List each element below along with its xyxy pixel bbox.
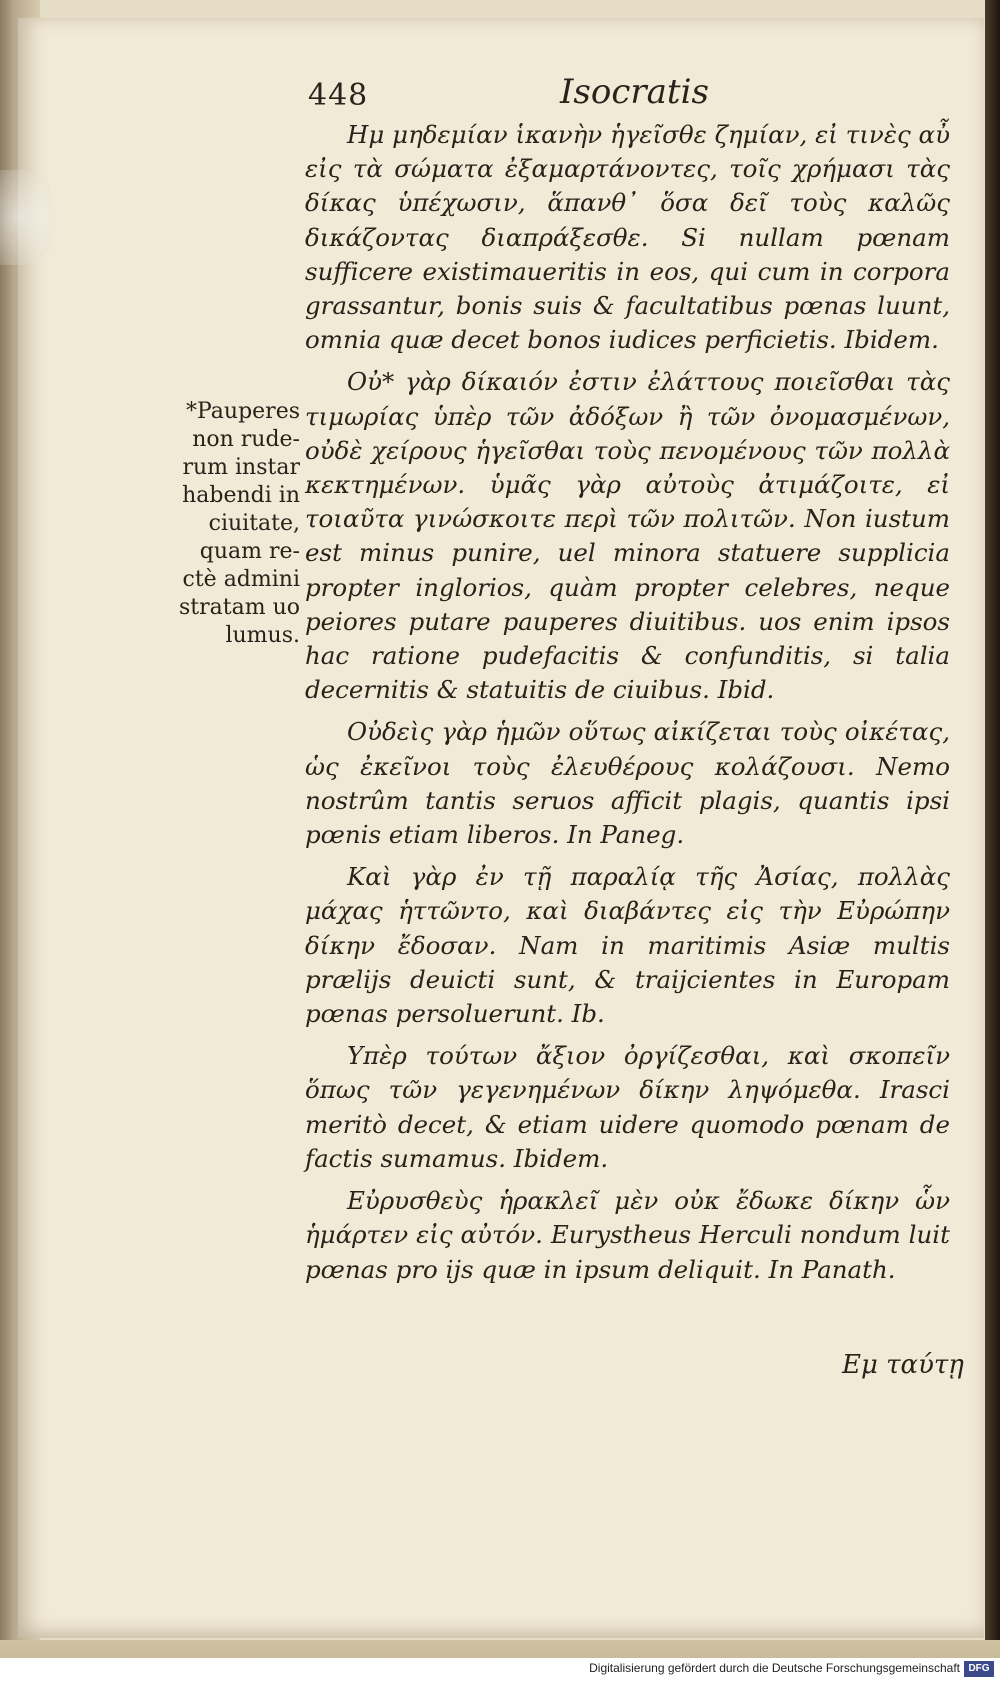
page-number: 448	[308, 78, 369, 113]
main-text	[305, 118, 950, 1295]
paragraph-6	[305, 1184, 950, 1287]
greek-quote: Οὐδεὶς γὰρ ἡμῶν οὕτως αἰκίζεται τοὺς οἰκέτας, ὡς ἐκεῖνοι τοὺς ἐλευθέρους κολάζουσι.	[305, 717, 950, 781]
paragraph-3	[305, 715, 950, 852]
dfg-logo: DFG	[964, 1661, 994, 1677]
footer-credit: Digitalisierung gefördert durch die Deutsche Forschungsgemeinschaft	[589, 1661, 960, 1675]
greek-quote: Υπὲρ τούτων ἄξιον ὀργίζεσθαι, καὶ σκοπεῖν ὅπως τῶν γεγενημένων δίκην ληψόμεθα.	[305, 1041, 950, 1105]
greek-quote: Ημ μηδεμίαν ἱκανὴν ἡγεῖσθε ζημίαν, εἰ τινὲς αὖ εἰς τὰ σώματα ἐξαμαρτάνοντες, τοῖς χρήμασι τὰς δίκας ὑπέχωσιν, ἅπανθ᾽ ὅσα δεῖ τοὺς καλῶς δικάζοντας διαπράξεσθε.	[305, 120, 950, 252]
greek-quote: Καὶ γὰρ ἐν τῇ παραλίᾳ τῆς Ἀσίας, πολλὰς μάχας ἡττῶντο, καὶ διαβάντες εἰς τὴν Εὐρώπην δίκην ἔδοσαν.	[305, 862, 950, 960]
latin-translation: Nemo nostrûm tantis seruos afficit plagis, quantis ipsi pœnis etiam liberos. In Paneg.	[305, 751, 950, 850]
book-spine	[985, 0, 1000, 1640]
latin-translation: Irasci meritò decet, & etiam uidere quomodo pœnam de factis sumamus. Ibidem.	[305, 1075, 950, 1173]
paragraph-1	[305, 118, 950, 357]
latin-translation: Nam in maritimis Asiæ multis prælijs deuicti sunt, & traijcientes in Europam pœnas persoluerunt. Ib.	[305, 930, 950, 1029]
greek-quote: Οὐ* γὰρ δίκαιόν ἐστιν ἐλάττους ποιεῖσθαι τὰς τιμωρίας ὑπὲρ τῶν ἀδόξων ἢ τῶν ὀνομασμένων, οὐδὲ χείρους ἡγεῖσθαι τοὺς πενομένους τῶν πολλὰ κεκτημένων. ὑμᾶς γὰρ αὐτοὺς ἀτιμάζοιτε, εἰ τοιαῦτα γινώσκοιτε περὶ τῶν πολιτῶν.	[305, 367, 950, 534]
page-clip	[0, 170, 52, 265]
paragraph-5	[305, 1039, 950, 1176]
digitization-footer	[0, 1658, 1000, 1682]
catchword: Εμ ταύτῃ	[842, 1350, 964, 1380]
latin-translation: Si nullam pœnam sufficere existimaueritis in eos, qui cum in corpora grassantur, bonis suis & facultatibus pœnas luunt, omnia quæ decet bonos iudices perficietis. Ibidem.	[305, 222, 950, 355]
paragraph-4	[305, 860, 950, 1031]
marginal-note: *Pauperes non rude- rum instar habendi in ciuitate, quam re- ctè admini stratam uo lumus.	[179, 399, 300, 648]
running-head: Isocratis	[560, 72, 709, 112]
latin-translation: Non iustum est minus punire, uel minora statuere supplicia propter inglorios, quàm propter celebres, neque peiores putare pauperes diuitibus. uos enim ipsos hac ratione pudefacitis & confunditis, si talia decernitis & statuitis de ciuibus. Ibid.	[305, 504, 950, 705]
paragraph-2	[305, 365, 950, 707]
greek-quote: Εὐρυσθεὺς ἡρακλεῖ μὲν οὐκ ἔδωκε δίκην ὧν ἡμάρτεν εἰς αὐτόν.	[305, 1186, 950, 1250]
latin-translation: Eurystheus Herculi nondum luit pœnas pro ijs quæ in ipsum deliquit. In Panath.	[305, 1220, 950, 1284]
